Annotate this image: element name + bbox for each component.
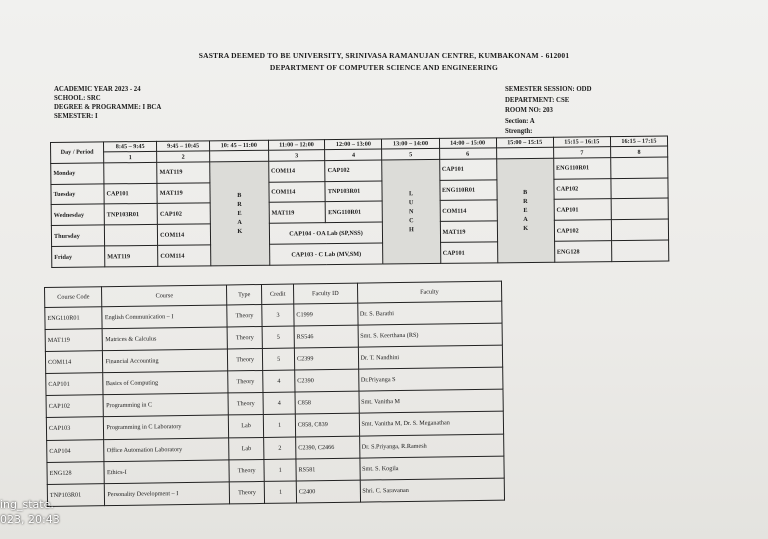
course-credit-cell: 5 — [262, 326, 294, 349]
day-label: Thursday — [51, 225, 104, 246]
stamp-line-1: ing_state. — [0, 498, 54, 511]
course-type-cell: Theory — [227, 304, 263, 327]
course-credit-cell: 4 — [263, 392, 295, 415]
slot-cell — [611, 240, 668, 261]
course-type-cell: Theory — [227, 348, 263, 371]
period-number: 3 — [268, 150, 325, 161]
slot-cell: CAP101 — [439, 159, 496, 180]
slot-cell: ENG110R01 — [553, 157, 610, 178]
course-name-cell: Financial Accounting — [103, 349, 228, 373]
slot-cell: MAT119 — [440, 221, 497, 242]
lab-slot-cell: CAP104 - OA Lab (SP,NSS) — [269, 222, 383, 244]
slot-cell: ENG128 — [554, 241, 611, 262]
course-fid-cell: C1999 — [294, 303, 358, 326]
slot-cell: CAP101 — [440, 242, 497, 263]
stamp-line-2: 023, 20:43 — [0, 513, 60, 526]
right-meta-block — [505, 85, 592, 138]
slot-cell: CAP102 — [157, 203, 210, 224]
course-name-cell: Office Automation Laboratory — [104, 437, 229, 461]
course-faculty-cell: Dr. T. Nandhini — [358, 345, 503, 369]
photo-timestamp-overlay — [0, 497, 60, 527]
slot-cell: CAP101 — [554, 199, 611, 220]
period-number: 2 — [157, 151, 210, 162]
department-title: DEPARTMENT OF COMPUTER SCIENCE AND ENGINEERING — [269, 63, 499, 72]
time-header: 15:00 – 15:15 — [496, 137, 553, 148]
slot-cell: COM114 — [158, 245, 211, 266]
slot-cell — [611, 178, 668, 199]
lab-slot-cell: CAP103 - C Lab (MV,SM) — [269, 243, 383, 265]
course-credit-cell: 4 — [263, 370, 295, 393]
course-faculty-cell: Smt. Vanitha M, Dr. S. Meganathan — [359, 412, 504, 436]
course-type-cell: Theory — [228, 371, 264, 394]
course-fid-cell: C2399 — [294, 347, 358, 370]
timetable — [50, 136, 669, 268]
course-name-cell: Programming in C Laboratory — [104, 415, 229, 439]
course-faculty-cell: Smt. S. Kogila — [359, 456, 504, 480]
column-header: Type — [226, 284, 262, 304]
course-credit-cell: 5 — [263, 348, 295, 371]
day-label: Tuesday — [51, 184, 104, 205]
course-credit-cell: 1 — [264, 414, 296, 437]
slot-cell: MAT119 — [157, 182, 210, 203]
course-credit-cell: 1 — [264, 459, 296, 482]
afternoon-break-cell — [496, 158, 554, 263]
slot-cell: MAT119 — [157, 162, 210, 183]
slot-cell: ENG110R01 — [439, 179, 496, 200]
department: DEPARTMENT: CSE — [505, 96, 570, 104]
course-faculty-cell: Smt. S. Keerthana (RS) — [358, 323, 503, 347]
column-header: Course Code — [45, 287, 103, 308]
academic-year: ACADEMIC YEAR 2023 - 24 — [54, 86, 141, 93]
slot-cell — [104, 162, 157, 183]
slot-cell: MAT119 — [269, 202, 326, 223]
period-number — [209, 151, 268, 162]
course-code-cell: ENG128 — [47, 461, 105, 484]
course-type-cell: Theory — [228, 393, 264, 416]
day-label: Monday — [51, 163, 104, 184]
time-header: 14:00 – 15:00 — [439, 138, 496, 149]
break-label: B R E A K — [523, 188, 529, 232]
course-code-cell: CAP102 — [46, 395, 104, 418]
day-label: Friday — [52, 246, 105, 267]
slot-cell — [611, 198, 668, 219]
course-rows — [45, 301, 505, 507]
time-header: 10: 45 – 11:00 — [209, 140, 268, 151]
course-name-cell: English Communication – I — [102, 305, 227, 329]
time-header: 9:45 – 10:45 — [157, 141, 210, 152]
course-name-cell: Matrices & Calculus — [103, 327, 228, 351]
course-type-cell: Lab — [229, 437, 265, 460]
course-type-cell: Lab — [228, 415, 264, 438]
column-header: Credit — [262, 284, 294, 304]
column-header: Faculty — [357, 281, 502, 303]
room-no: ROOM NO: 203 — [505, 107, 553, 114]
course-type-cell: Theory — [227, 326, 263, 349]
slot-cell: TNP103R01 — [104, 204, 157, 225]
course-type-cell: Theory — [229, 459, 265, 482]
period-number: 6 — [439, 148, 496, 159]
semester-session: SEMESTER SESSION: ODD — [505, 86, 592, 93]
slot-cell: MAT119 — [105, 246, 158, 267]
time-header: 13:00 – 14:00 — [382, 138, 439, 149]
course-code-cell: ENG110R01 — [45, 306, 103, 329]
slot-cell: TNP103R01 — [325, 181, 382, 202]
course-name-cell: Programming in C — [103, 393, 228, 417]
course-table — [44, 281, 505, 507]
slot-cell: CAP102 — [325, 160, 382, 181]
course-name-cell: Basics of Computing — [103, 371, 228, 395]
semester: SEMESTER: I — [54, 113, 98, 120]
break-label: B R E A K — [237, 191, 243, 235]
slot-cell: COM114 — [269, 181, 326, 202]
lunch-label: L U N C H — [408, 190, 414, 234]
course-faculty-cell: Smt. Vanitha M — [358, 389, 503, 413]
course-code-cell: COM114 — [45, 351, 103, 374]
university-title: SASTRA DEEMED TO BE UNIVERSITY, SRINIVASA RAMANUJAN CENTRE, KUMBAKONAM - 612001 — [198, 51, 570, 60]
slot-cell — [611, 157, 668, 178]
slot-cell: ENG110R01 — [325, 201, 382, 222]
column-header: Faculty ID — [293, 283, 357, 304]
course-code-cell: MAT119 — [45, 329, 103, 352]
slot-cell — [611, 219, 668, 240]
lunch-break-cell — [382, 159, 440, 264]
period-number: 4 — [325, 149, 382, 160]
time-header: 8:45 – 9:45 — [104, 141, 157, 152]
period-number: 5 — [382, 149, 439, 160]
course-name-cell: Ethics-I — [104, 460, 229, 484]
period-number — [496, 148, 553, 159]
course-fid-cell: RS581 — [296, 458, 360, 481]
course-faculty-cell: Shri. C. Saravanan — [360, 478, 505, 502]
period-number: 7 — [553, 147, 610, 158]
course-fid-cell: C858 — [295, 391, 359, 414]
time-header: 12:00 – 13:00 — [325, 139, 382, 150]
course-code-cell: CAP103 — [46, 417, 104, 440]
slot-cell: COM114 — [268, 160, 325, 181]
course-fid-cell: C858, C839 — [295, 414, 359, 437]
course-code-cell: TNP103R01 — [47, 483, 105, 506]
course-type-cell: Theory — [229, 481, 265, 504]
course-name-cell: Personality Development – I — [105, 482, 230, 506]
column-header: Course — [102, 285, 227, 307]
slot-cell: CAP101 — [104, 183, 157, 204]
slot-cell: COM114 — [158, 224, 211, 245]
morning-break-cell — [210, 161, 270, 266]
course-code-cell: CAP104 — [47, 439, 105, 462]
section: Section: A — [505, 117, 535, 125]
day-period-header: Day / Period — [51, 142, 104, 163]
period-number: 8 — [610, 146, 667, 157]
left-meta-block — [54, 85, 161, 121]
time-header: 16:15 – 17:15 — [610, 136, 667, 147]
course-code-cell: CAP101 — [46, 373, 104, 396]
strength: Strength: — [505, 128, 533, 135]
course-faculty-cell: Dr. S.Priyanga, R.Ramesh — [359, 434, 504, 458]
time-header: 11:00 – 12:00 — [268, 140, 325, 151]
course-fid-cell: C2390, C2466 — [296, 436, 360, 459]
course-credit-cell: 2 — [264, 437, 296, 460]
course-faculty-cell: Dr. S. Barathi — [357, 301, 502, 325]
course-credit-cell: 1 — [265, 481, 297, 504]
period-number: 1 — [104, 152, 157, 163]
course-faculty-cell: Dr.Priyanga S — [358, 367, 503, 391]
course-fid-cell: RS546 — [294, 325, 358, 348]
slot-cell: CAP102 — [554, 220, 611, 241]
course-fid-cell: C2400 — [296, 480, 360, 503]
day-label: Wednesday — [51, 204, 104, 225]
course-fid-cell: C2390 — [295, 369, 359, 392]
school: SCHOOL: SRC — [54, 95, 101, 102]
slot-cell — [104, 225, 157, 246]
degree-programme: DEGREE & PROGRAMME: I BCA — [54, 104, 162, 111]
time-header: 15:15 – 16:15 — [553, 137, 610, 148]
slot-cell: COM114 — [440, 200, 497, 221]
slot-cell: CAP102 — [554, 178, 611, 199]
course-credit-cell: 3 — [262, 304, 294, 327]
